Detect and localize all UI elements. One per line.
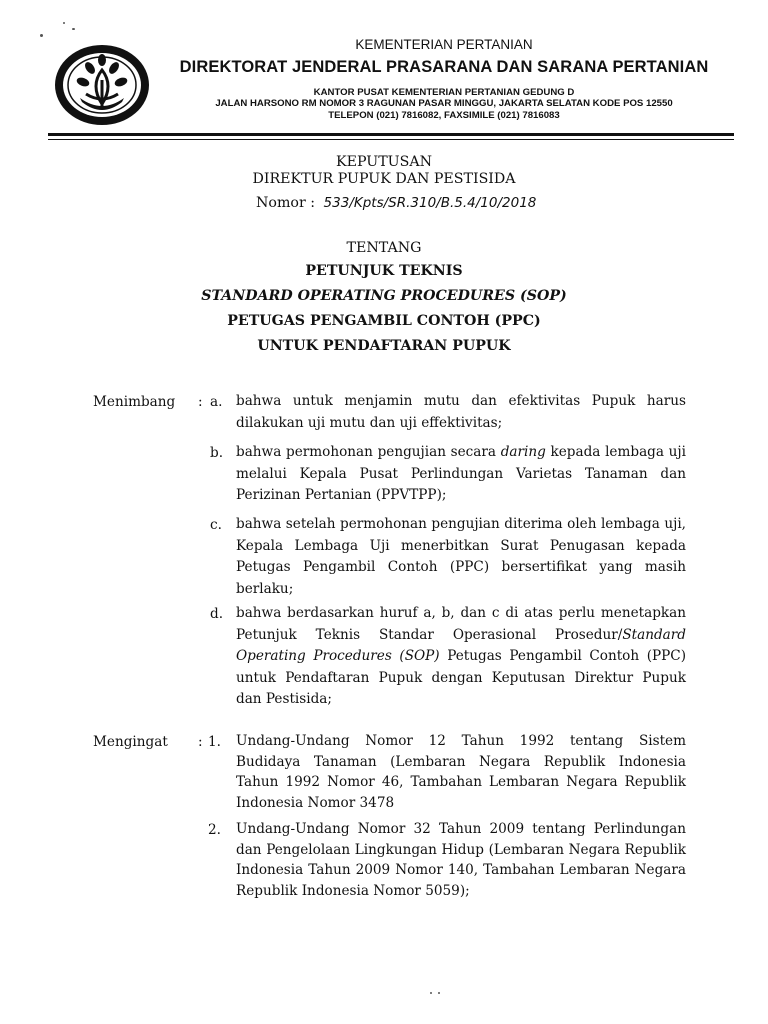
item-text: kepada lembaga uji melalui Kepala Pusat Perlindungan Varietas Tanaman dan Perizinan Pertanian (PPVTPP); [236,444,686,504]
decree-number-label: Nomor : [256,195,316,211]
item-marker: a. [210,394,223,410]
item-marker: 1. [208,734,221,750]
decree-heading: KEPUTUSAN [335,154,432,170]
address-line-3: TELEPON (021) 7816082, FAXSIMILE (021) 7816083 [328,110,560,121]
address-line-1: KANTOR PUSAT KEMENTERIAN PERTANIAN GEDUNG D [313,87,575,98]
decree-subject-line-1: PETUNJUK TEKNIS [305,263,463,279]
scan-speck [40,34,43,37]
item-marker: 2. [208,822,221,838]
decree-issuer: DIREKTUR PUPUK DAN PESTISIDA [252,171,516,187]
menimbang-item-d [236,603,686,711]
letterhead-divider-thin [48,139,734,140]
mengingat-item-2: Undang-Undang Nomor 32 Tahun 2009 tentang Perlindungan dan Pengelolaan Lingkungan Hidup (Lembaran Negara Republik Indonesia Tahun 2009 Nomor 140, Tambahan Lembaran Negara Republik Indonesia Nomor 5059); [236,821,686,899]
scan-speck [438,992,440,994]
scan-speck [430,992,432,994]
letterhead-divider-thick [48,133,734,136]
scan-speck [72,28,75,30]
address-line-2: JALAN HARSONO RM NOMOR 3 RAGUNAN PASAR MINGGU, JAKARTA SELATAN KODE POS 12550 [215,98,673,109]
item-text: bahwa berdasarkan huruf a, b, dan c di atas perlu menetapkan Petunjuk Teknis Standar Operasional Prosedur/ [236,605,686,643]
directorate-name: DIREKTORAT JENDERAL PRASARANA DAN SARANA PERTANIAN [179,58,709,76]
menimbang-item-c: bahwa setelah permohonan pengujian diterima oleh lembaga uji, Kepala Lembaga Uji menerbitkan Surat Penugasan kepada Petugas Pengambil Contoh (PPC) bersertifikat yang masih berlaku; [236,516,686,597]
section-label-menimbang: Menimbang [93,394,176,410]
menimbang-item-a: bahwa untuk menjamin mutu dan efektivitas Pupuk harus dilakukan uji mutu dan uji effektivitas; [236,393,686,431]
decree-about: TENTANG [346,240,422,256]
section-colon: : [198,394,203,410]
section-label-mengingat: Mengingat [93,734,168,750]
item-text: bahwa permohonan pengujian secara [236,444,501,460]
section-colon: : [198,734,203,750]
mengingat-item-1: Undang-Undang Nomor 12 Tahun 1992 tentang Sistem Budidaya Tanaman (Lembaran Negara Republik Indonesia Tahun 1992 Nomor 46, Tambahan Lembaran Negara Republik Indonesia Nomor 3478 [236,733,686,811]
ministry-logo-icon [52,42,156,128]
item-marker: d. [210,606,224,622]
item-text: Petugas Pengambil Contoh (PPC) untuk Pendaftaran Pupuk dengan Keputusan Direktur Pupuk dan Pestisida; [236,648,686,708]
decree-subject-line-3: PETUGAS PENGAMBIL CONTOH (PPC) [227,313,541,329]
scan-speck [63,22,65,24]
ministry-name: KEMENTERIAN PERTANIAN [355,37,533,52]
menimbang-item-b [236,442,686,507]
decree-number-value: 533/Kpts/SR.310/B.5.4/10/2018 [323,195,537,211]
decree-subject-line-4: UNTUK PENDAFTARAN PUPUK [257,338,511,354]
item-text-italic: daring [500,444,546,460]
decree-number [256,195,536,211]
item-marker: b. [210,445,224,461]
item-text-italic: Standard Operating Procedures (SOP) [236,626,686,665]
item-marker: c. [210,517,222,533]
decree-subject-line-2: STANDARD OPERATING PROCEDURES (SOP) [201,288,567,304]
